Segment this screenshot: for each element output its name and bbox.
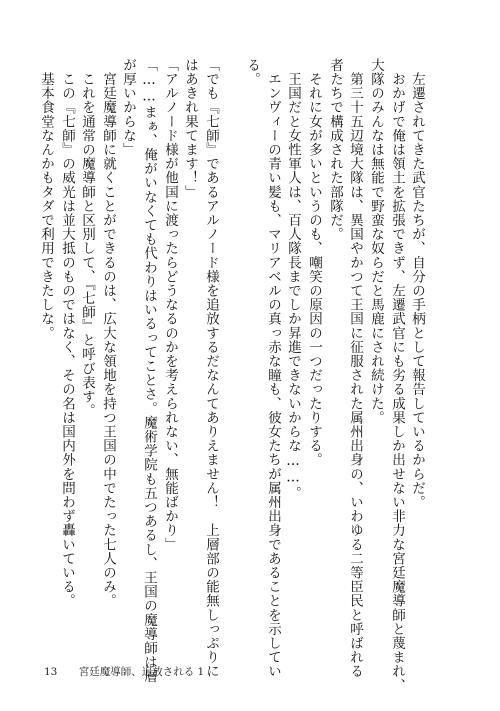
- text-column: 「アルノード様が他国に渡ったらどうなるのかを考えられない、無能ばかり」: [162, 58, 178, 552]
- text-column: る。: [244, 58, 260, 87]
- text-column: これを通常の魔導師と区別して、『七師』と呼び表す。: [79, 58, 95, 418]
- text-column: 王国だと女性軍人は、百人隊長までしか昇進できないからな……。: [285, 58, 301, 501]
- text-column: 大隊のみんなは無能で野蛮な奴らだと馬鹿にされ続けた。: [368, 58, 384, 425]
- page-footer: [44, 664, 204, 679]
- text-column: 宮廷魔導師に就くことができるのは、広大な領地を持つ王国の中でたった七人のみ。: [100, 58, 116, 608]
- text-column: 「でも『七師』であるアルノード様を追放するだなんてありえません！ 上層部の能無しっぷりに: [203, 58, 219, 679]
- text-column: この『七師』の威光は並大抵のものではなく、その名は国内外を問わず轟いている。: [59, 58, 75, 608]
- text-column: 第三十五辺境大隊は、異国やかつて王国に征服された属州出身の、いわゆる二等臣民と呼ばれる: [347, 58, 363, 679]
- text-column: はあきれ果てます！」: [182, 58, 198, 199]
- text-column: が厚いからな」: [120, 58, 136, 157]
- text-column: 基本食堂なんかもタダで利用できたしな。: [38, 58, 54, 340]
- text-column: それに女が多いというのも、嘲笑の原因の一つだったりする。: [306, 58, 322, 467]
- text-column: おかげで俺は領土を拡張できず、左遷武官にも劣る成果しか出せない非力な宮廷魔導師と蔑まれ、: [389, 58, 405, 693]
- page-number: 13: [44, 666, 58, 678]
- text-column: 左遷されてきた武官たちが、自分の手柄として報告しているからだ。: [409, 58, 425, 510]
- text-column: エンヴィーの青い髪も、マリアベルの真っ赤な瞳も、彼女たちが属州出身であることを示してい: [265, 58, 281, 679]
- text-column: 者たちで構成された部隊だ。: [327, 58, 343, 242]
- text-column: 「……まぁ、俺がいなくても代わりはいるってことさ。魔術学院も五つあるし、王国の魔導師は層: [141, 58, 157, 684]
- running-title: 宮廷魔導師、追放される 1: [78, 666, 205, 678]
